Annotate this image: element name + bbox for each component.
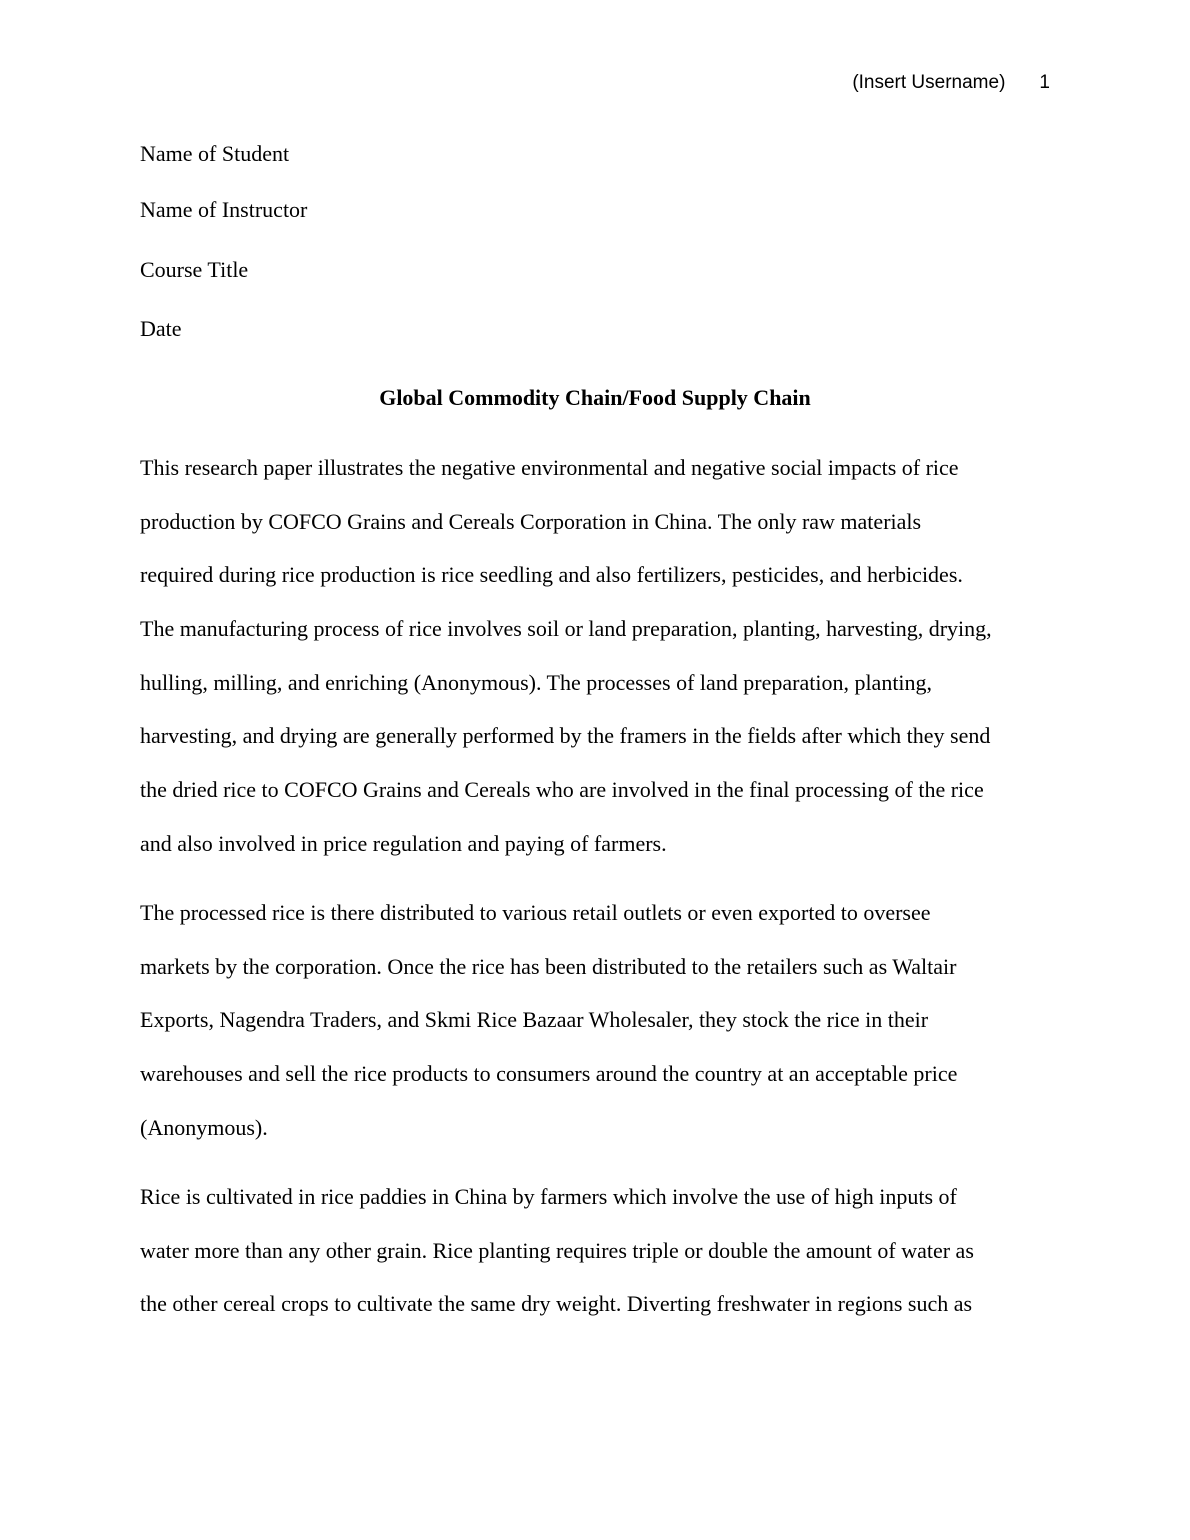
paragraph-line: production by COFCO Grains and Cereals Corporation in China. The only raw materials: [140, 508, 922, 534]
paragraph-line: (Anonymous).: [140, 1114, 268, 1140]
paragraph-line: markets by the corporation. Once the rice has been distributed to the retailers such as Waltair: [140, 953, 957, 979]
paragraph-line: the other cereal crops to cultivate the same dry weight. Diverting freshwater in regions such as: [140, 1291, 973, 1317]
paragraph-line: This research paper illustrates the negative environmental and negative social impacts of rice: [140, 455, 959, 480]
paragraph-line: The processed rice is there distributed to various retail outlets or even exported to oversee: [140, 900, 931, 925]
paragraph-line: water more than any other grain. Rice planting requires triple or double the amount of water as: [140, 1237, 974, 1263]
paragraph-line: The manufacturing process of rice involves soil or land preparation, planting, harvesting, drying,: [140, 616, 992, 642]
paragraph-line: and also involved in price regulation and paying of farmers.: [140, 830, 667, 856]
paragraph-line: required during rice production is rice seedling and also fertilizers, pesticides, and herbicides.: [140, 562, 963, 588]
date: Date: [140, 316, 182, 341]
paragraph-line: Exports, Nagendra Traders, and Skmi Rice Bazaar Wholesaler, they stock the rice in their: [140, 1007, 929, 1033]
paragraph-line: warehouses and sell the rice products to consumers around the country at an acceptable price: [140, 1061, 958, 1087]
student-name: Name of Student: [140, 141, 290, 166]
paragraph-line: hulling, milling, and enriching (Anonymous). The processes of land preparation, planting,: [140, 669, 933, 695]
page-number: 1: [1039, 72, 1050, 93]
course-title: Course Title: [140, 257, 249, 282]
paragraph-1: [140, 454, 1050, 884]
paragraph-line: Rice is cultivated in rice paddies in China by farmers which involve the use of high inputs of: [140, 1184, 957, 1209]
page-header: [852, 70, 1050, 96]
paper-title: Global Commodity Chain/Food Supply Chain: [379, 385, 811, 410]
paragraph-line: the dried rice to COFCO Grains and Cereals who are involved in the final processing of the rice: [140, 777, 984, 803]
paragraph-line: harvesting, and drying are generally performed by the framers in the fields after which they send: [140, 723, 991, 749]
header-username: (Insert Username): [852, 72, 1006, 93]
paragraph-3: [140, 1183, 1050, 1344]
paragraph-2: [140, 899, 1050, 1167]
instructor-name: Name of Instructor: [140, 197, 308, 222]
